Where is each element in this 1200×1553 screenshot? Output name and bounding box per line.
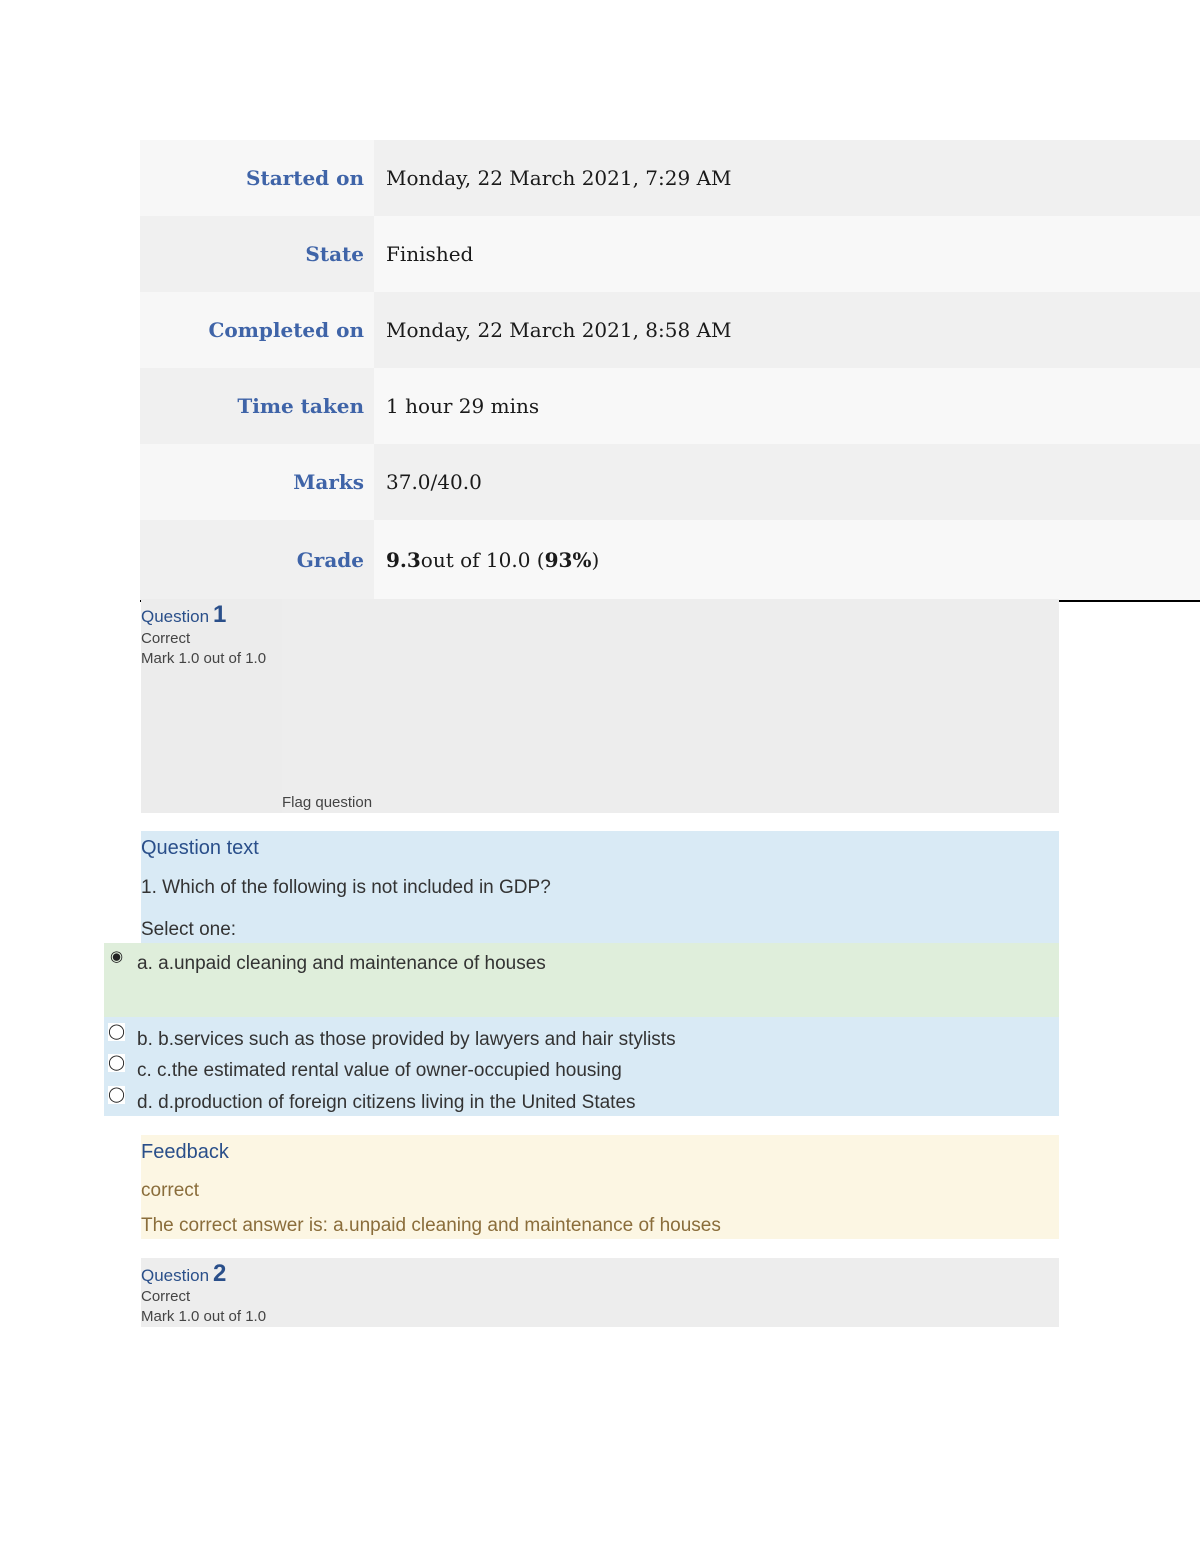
summary-row-time-taken bbox=[140, 368, 1200, 444]
summary-label: Started on bbox=[140, 140, 374, 216]
question-text-heading: Question text bbox=[141, 837, 259, 859]
summary-row-grade bbox=[140, 520, 1200, 602]
summary-label: Time taken bbox=[140, 368, 374, 444]
summary-row-state bbox=[140, 216, 1200, 292]
feedback-heading: Feedback bbox=[141, 1141, 229, 1163]
question-2-info bbox=[141, 1258, 1059, 1327]
summary-label: Marks bbox=[140, 444, 374, 520]
summary-value: Monday, 22 March 2021, 7:29 AM bbox=[374, 140, 1200, 216]
question-1-heading bbox=[141, 601, 226, 629]
summary-value: 37.0/40.0 bbox=[374, 444, 1200, 520]
question-mark: Mark 1.0 out of 1.0 bbox=[141, 650, 267, 667]
summary-value: Monday, 22 March 2021, 8:58 AM bbox=[374, 292, 1200, 368]
question-label: Question bbox=[141, 1266, 210, 1285]
radio-unselected-icon[interactable]: ◯ bbox=[108, 1086, 125, 1103]
question-state: Correct bbox=[141, 1288, 191, 1305]
grade-middle: out of 10.0 ( bbox=[420, 548, 545, 572]
answer-option-a[interactable]: a. a.unpaid cleaning and maintenance of houses bbox=[137, 953, 546, 974]
answer-option-c[interactable]: c. c.the estimated rental value of owner-occupied housing bbox=[137, 1060, 622, 1081]
radio-unselected-icon[interactable]: ◯ bbox=[108, 1023, 125, 1040]
question-text: 1. Which of the following is not included in GDP? bbox=[141, 877, 551, 898]
radio-selected-icon[interactable]: ◉ bbox=[109, 948, 124, 965]
correct-answer-text: The correct answer is: a.unpaid cleaning and maintenance of houses bbox=[141, 1215, 721, 1236]
answer-option-b[interactable]: b. b.services such as those provided by lawyers and hair stylists bbox=[137, 1029, 676, 1050]
summary-label: Grade bbox=[140, 520, 374, 600]
grade-close: ) bbox=[591, 548, 600, 572]
summary-row-started bbox=[140, 140, 1200, 216]
summary-value: 1 hour 29 mins bbox=[374, 368, 1200, 444]
summary-row-completed bbox=[140, 292, 1200, 368]
flag-question-link[interactable]: Flag question bbox=[282, 794, 373, 811]
question-1-feedback bbox=[141, 1135, 1059, 1239]
question-label: Question bbox=[141, 607, 210, 626]
attempt-summary-table bbox=[140, 140, 1200, 602]
answer-option-d[interactable]: d. d.production of foreign citizens living in the United States bbox=[137, 1092, 636, 1113]
question-mark: Mark 1.0 out of 1.0 bbox=[141, 1308, 267, 1325]
question-2-heading bbox=[141, 1260, 226, 1288]
question-1-content bbox=[141, 831, 1059, 943]
question-number: 1 bbox=[213, 601, 227, 628]
summary-value-grade bbox=[374, 520, 1200, 600]
feedback-status: correct bbox=[141, 1180, 200, 1201]
question-state: Correct bbox=[141, 630, 191, 647]
radio-unselected-icon[interactable]: ◯ bbox=[108, 1054, 125, 1071]
summary-value: Finished bbox=[374, 216, 1200, 292]
question-1-info bbox=[141, 599, 1059, 813]
grade-score: 9.3 bbox=[386, 548, 421, 572]
summary-row-marks bbox=[140, 444, 1200, 520]
grade-percent: 93% bbox=[544, 548, 592, 572]
summary-label: Completed on bbox=[140, 292, 374, 368]
question-number: 2 bbox=[213, 1260, 227, 1287]
select-one-prompt: Select one: bbox=[141, 919, 237, 940]
summary-label: State bbox=[140, 216, 374, 292]
